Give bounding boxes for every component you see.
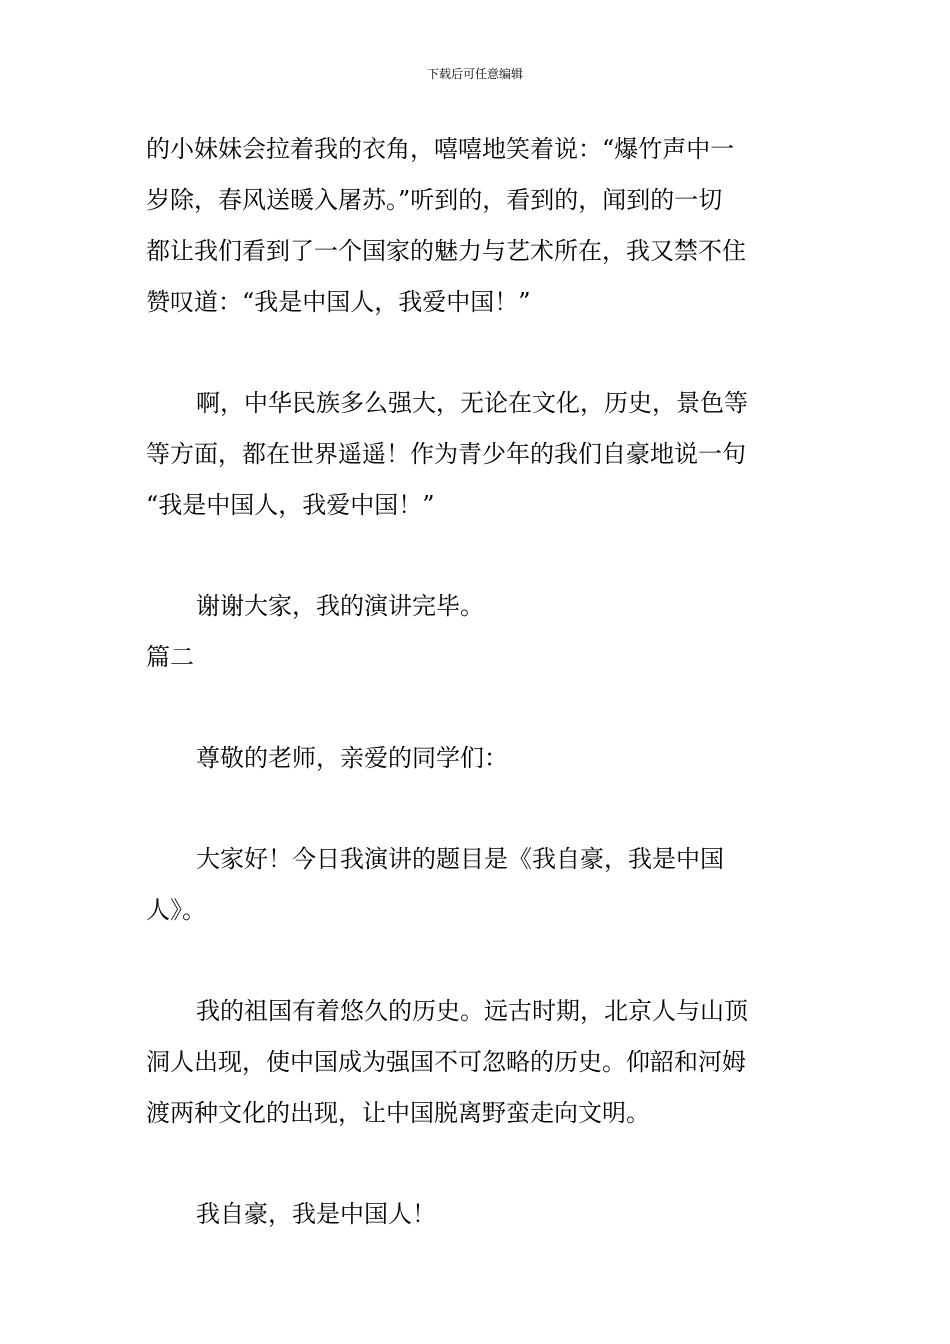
text-line: 我的祖国有着悠久的历史。远古时期，北京人与山顶 <box>196 997 748 1025</box>
text-line: 渡两种文化的出现，让中国脱离野蛮走向文明。 <box>146 1099 650 1127</box>
text-line: “我是中国人，我爱中国！” <box>146 491 435 519</box>
text-line: 岁除，春风送暖入屠苏。”听到的，看到的，闻到的一切 <box>146 186 723 214</box>
paragraph-gap <box>146 784 808 834</box>
text-line: 我自豪，我是中国人！ <box>196 1200 436 1228</box>
text-line: 人》。 <box>146 896 206 924</box>
section-heading: 篇二 <box>146 643 194 671</box>
text-line: 大家好！今日我演讲的题目是《我自豪，我是中国 <box>196 845 724 873</box>
paragraph-gap <box>146 328 808 378</box>
text-line: 啊，中华民族多么强大，无论在文化，历史，景色等 <box>196 389 748 417</box>
paragraph-gap <box>146 531 808 581</box>
text-line: 谢谢大家，我的演讲完毕。 <box>196 592 484 620</box>
paragraph-gap <box>146 683 808 733</box>
text-line: 等方面，都在世界遥遥！作为青少年的我们自豪地说一句 <box>146 440 746 468</box>
text-line: 赞叹道：“我是中国人，我爱中国！” <box>146 288 531 316</box>
text-line: 的小妹妹会拉着我的衣角，嘻嘻地笑着说：“爆竹声中一 <box>146 135 735 163</box>
text-line: 尊敬的老师，亲爱的同学们： <box>196 744 508 772</box>
text-line: 都让我们看到了一个国家的魅力与艺术所在，我又禁不住 <box>146 237 746 265</box>
text-line: 洞人出现，使中国成为强国不可忽略的历史。仰韶和河姆 <box>146 1048 746 1076</box>
page-header: 下载后可任意编辑 <box>426 67 523 81</box>
paragraph-gap <box>146 1139 808 1189</box>
document-body <box>146 124 808 1240</box>
paragraph-gap <box>146 936 808 986</box>
